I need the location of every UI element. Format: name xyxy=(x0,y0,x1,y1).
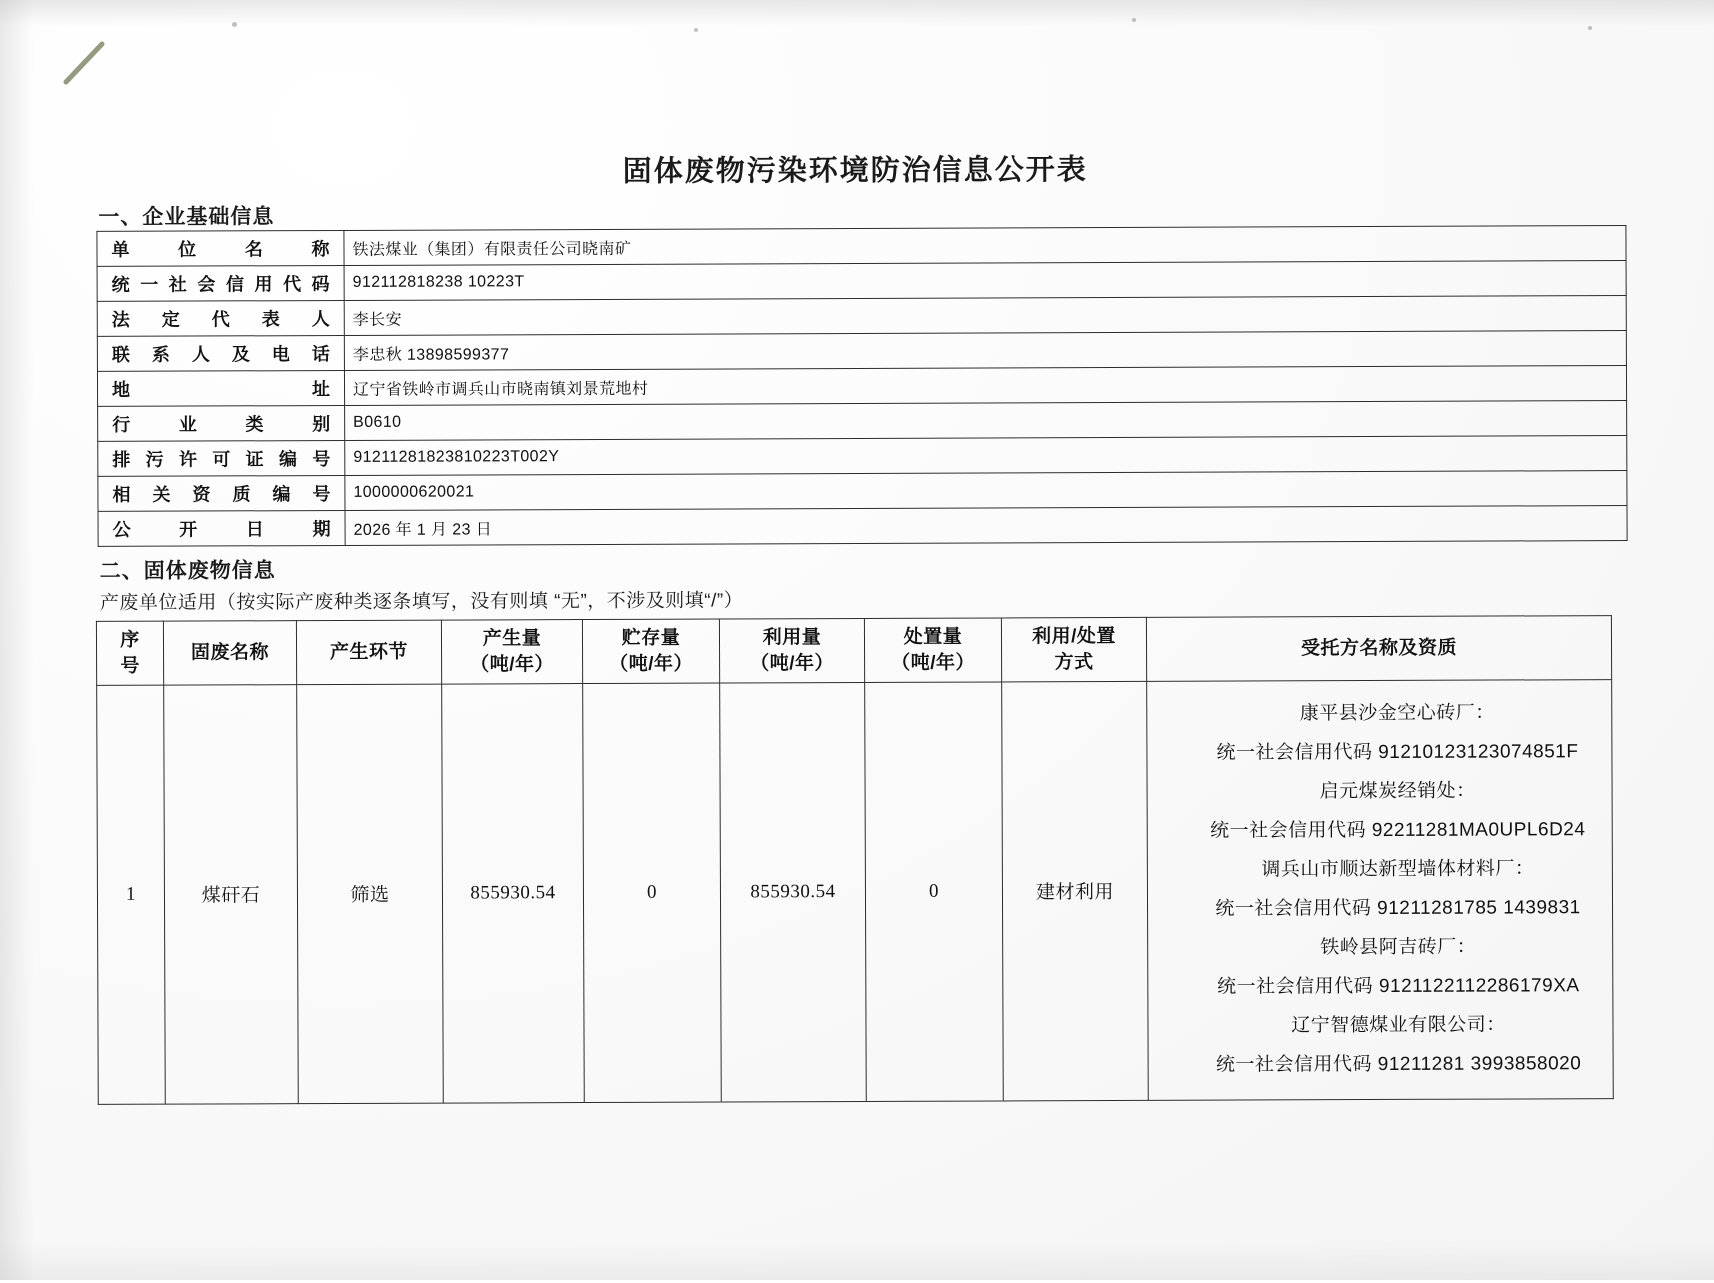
table-row xyxy=(97,296,1626,337)
table-row xyxy=(98,401,1627,442)
entrusted-line: 辽宁智德煤业有限公司： xyxy=(1291,1014,1506,1037)
row-label-permit-number: 排污许可证编号 xyxy=(98,440,345,476)
cell-waste-name: 煤矸石 xyxy=(164,685,299,1104)
cell-disposed-amount: 0 xyxy=(865,682,1004,1101)
table-row xyxy=(98,436,1627,477)
header-disposed-amount xyxy=(864,618,1001,683)
section-heading-waste-info: 二、固体废物信息 xyxy=(99,559,276,583)
row-label-address: 地址 xyxy=(97,370,344,406)
row-value-legal-representative: 李长安 xyxy=(344,296,1626,336)
header-waste-name xyxy=(163,621,296,686)
cell-generation-stage: 筛选 xyxy=(297,684,444,1103)
header-line: 序 xyxy=(120,629,140,651)
header-generated-amount xyxy=(441,620,582,685)
header-line: 产生环节 xyxy=(329,641,409,663)
page-title: 固体废物污染环境防治信息公开表 xyxy=(622,154,1088,188)
row-value-permit-number: 91211281823810223T002Y xyxy=(345,436,1627,476)
header-serial-number xyxy=(96,621,163,686)
cell-utilized-amount: 855930.54 xyxy=(720,683,867,1102)
header-line: （吨/年） xyxy=(750,652,835,675)
table-row xyxy=(97,680,1614,1104)
header-entrusted-party xyxy=(1146,616,1611,682)
table-row xyxy=(97,331,1626,372)
header-line: 受托方名称及资质 xyxy=(1300,637,1458,660)
row-value-qualification-number: 1000000620021 xyxy=(345,471,1627,511)
header-line: 利用/处置 xyxy=(1032,626,1116,648)
table-row xyxy=(97,261,1626,302)
entrusted-line: 启元煤炭经销处： xyxy=(1319,780,1476,803)
row-value-contact: 李忠秋 13898599377 xyxy=(344,331,1626,371)
entrusted-line: 调兵山市顺达新型墙体材料厂： xyxy=(1261,858,1535,881)
entrusted-line: 铁岭县阿吉砖厂： xyxy=(1320,936,1477,959)
section-note-waste-info: 产废单位适用（按实际产废种类逐条填写，没有则填 “无”，不涉及则填“/”） xyxy=(99,590,744,614)
row-value-industry-category: B0610 xyxy=(345,401,1627,441)
table-row xyxy=(98,471,1627,512)
row-label-qualification-number: 相关资质编号 xyxy=(98,475,345,511)
header-line: 号 xyxy=(120,655,140,677)
row-value-address: 辽宁省铁岭市调兵山市晓南镇刘景荒地村 xyxy=(344,366,1626,406)
header-line: 贮存量 xyxy=(621,627,681,649)
cell-serial-number: 1 xyxy=(97,685,166,1104)
header-utilization-method xyxy=(1001,617,1146,682)
solid-waste-table xyxy=(96,615,1614,1104)
cell-utilization-method: 建材利用 xyxy=(1002,682,1149,1101)
header-line: 处置量 xyxy=(903,626,963,648)
cell-entrusted-parties xyxy=(1147,680,1614,1100)
entrusted-line: 统一社会信用代码 92211281MA0UPL6D24 xyxy=(1210,819,1586,842)
row-label-legal-representative: 法定代表人 xyxy=(97,300,344,336)
row-value-publish-date: 2026 年 1 月 23 日 xyxy=(345,506,1627,546)
header-generation-stage xyxy=(296,620,441,685)
entrusted-line: 统一社会信用代码 91210123123074851F xyxy=(1216,741,1579,764)
table-row xyxy=(97,226,1626,267)
entrusted-line: 统一社会信用代码 91211281 3993858020 xyxy=(1215,1052,1582,1076)
header-line: 方式 xyxy=(1054,651,1094,673)
row-label-publish-date: 公开日期 xyxy=(98,510,345,546)
header-line: （吨/年） xyxy=(609,653,694,675)
table-row xyxy=(98,506,1627,547)
header-line: （吨/年） xyxy=(470,653,555,676)
entrusted-line: 统一社会信用代码 91211281785 1439831 xyxy=(1215,897,1581,920)
row-label-unit-name: 单位名称 xyxy=(97,230,344,266)
row-value-unit-name: 铁法煤业（集团）有限责任公司晓南矿 xyxy=(344,226,1626,266)
header-stored-amount xyxy=(582,619,719,684)
row-label-industry-category: 行业类别 xyxy=(98,405,345,441)
table-header-row xyxy=(96,616,1611,686)
header-line: 产生量 xyxy=(482,628,542,650)
cell-stored-amount: 0 xyxy=(583,683,722,1102)
cell-generated-amount: 855930.54 xyxy=(442,684,585,1103)
row-label-contact: 联系人及电话 xyxy=(97,335,344,371)
header-utilized-amount xyxy=(719,618,864,683)
entrusted-line: 统一社会信用代码 9121122112286179XA xyxy=(1217,975,1580,998)
row-label-credit-code: 统一社会信用代码 xyxy=(97,265,344,301)
basic-info-table xyxy=(96,225,1627,547)
header-line: 固废名称 xyxy=(190,642,270,664)
row-value-credit-code: 912112818238 10223T xyxy=(344,261,1626,301)
entrusted-line: 康平县沙金空心砖厂： xyxy=(1299,702,1495,725)
header-line: 利用量 xyxy=(762,627,822,649)
section-heading-basic-info: 一、企业基础信息 xyxy=(98,205,275,229)
header-line: （吨/年） xyxy=(891,652,976,674)
table-row xyxy=(97,366,1626,407)
